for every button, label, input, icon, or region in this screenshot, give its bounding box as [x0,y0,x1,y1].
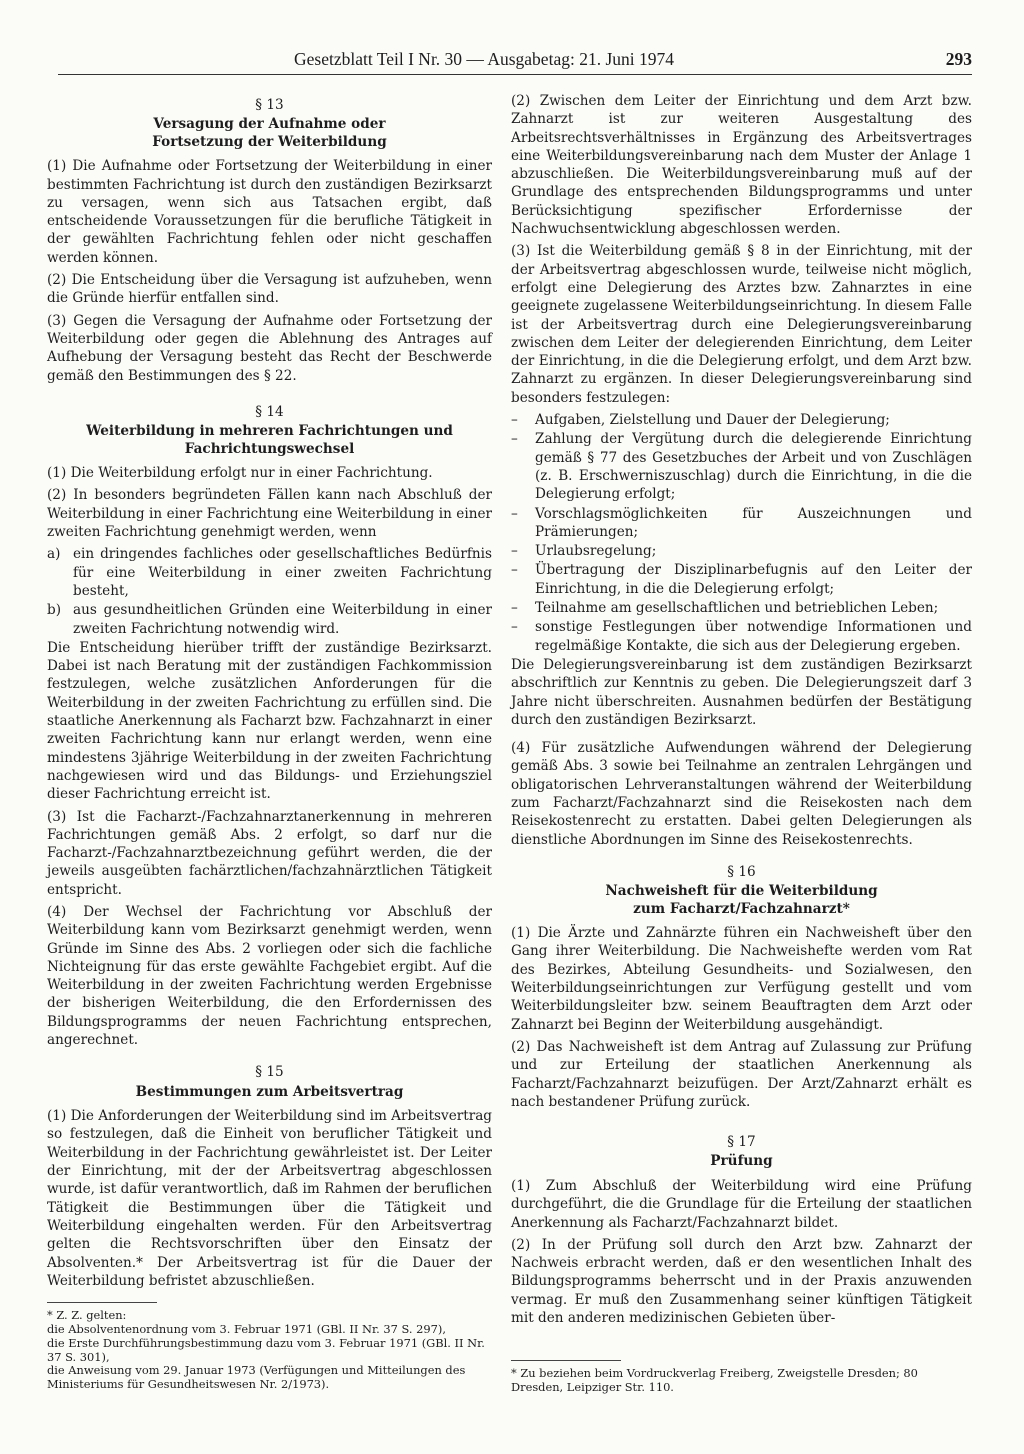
section-16-number: § 16 [727,863,756,880]
section-15-number: § 15 [255,1064,284,1081]
dash-marker: – [511,543,518,560]
section-14-title-line-2: Fachrichtungswechsel [184,440,355,457]
footnote-left-line-1: die Absolventenordnung vom 3. Februar 1971 (GBl. II Nr. 37 S. 297), [47,1321,446,1336]
section-13-para-2: (2) Die Entscheidung über die Versagung ist aufzuheben, wenn die Gründe hierfür entfallen sind. [47,272,492,307]
delegation-list-item-text: Aufgaben, Zielstellung und Dauer der Delegierung; [535,412,890,429]
item-a-marker: a) [47,546,61,563]
footnote-left-line-2: die Erste Durchführungsbestimmung dazu vom 3. Februar 1971 (GBl. II Nr. 37 S. 301), [47,1335,485,1364]
section-14-para-2b: Die Entscheidung hierüber trifft der zuständige Bezirksarzt. Dabei ist nach Beratung mit der zuständigen Fachkommission festzulegen, welche zusätzlichen Anforderungen für die Weiterbildung in der zweiten Fachrichtung zu erfüllen sind. Die staatliche Anerkennung als Facharzt bzw. Fachzahnarzt in einer zweiten Fachrichtung kann nur erlangt werden, wenn eine mindestens 3jährige Weiterbildung in der zweiten Fachrichtung nachgewiesen wird und das Bildungs- und Erziehungsziel dieser Fachrichtung erreicht ist. [47,639,492,803]
section-17-title: Prüfung [710,1153,773,1170]
section-16-para-2: (2) Das Nachweisheft ist dem Antrag auf Zulassung zur Prüfung und zur Erteilung der staatlichen Anerkennung als Facharzt/Fachzahnarzt beizufügen. Der Arzt/Zahnarzt erhält es nach bestandener Prüfung zurück. [511,1038,972,1110]
delegation-list-item-text: Urlaubsregelung; [535,543,657,560]
section-16-title [511,883,972,918]
dash-marker: – [511,505,518,522]
section-14-number: § 14 [255,403,284,420]
section-13-title-line-1: Versagung der Aufnahme oder [153,116,386,133]
section-14-title-line-1: Weiterbildung in mehreren Fachrichtungen und [86,423,453,440]
delegation-list-item [511,599,972,617]
section-15-para-2: (2) Zwischen dem Leiter der Einrichtung und dem Arzt bzw. Zahnarzt ist zur weiteren Ausgestaltung des Arbeitsrechtsverhältnisses in Ergänzung des Arbeitsvertrages eine Weiterbildungsvereinbarung nach dem Muster der Anlage 1 abzuschließen. Die Weiterbildungsvereinbarung muß auf der Grundlage des entsprechenden Bildungsprogramms und unter Berücksichtigung spezifischer Erfordernisse der Nachwuchsentwicklung abgeschlossen werden. [511,93,972,238]
section-14-item-b [47,601,492,638]
footnote-right-text: * Zu beziehen beim Vordruckverlag Freiberg, Zweigstelle Dresden; 80 Dresden, Leipziger Str. 110. [511,1366,918,1394]
section-14-para-3: (3) Ist die Facharzt-/Fachzahnarztanerkennung in mehreren Fachrichtungen gemäß Abs. 2 erfolgt, so darf nur die Facharzt-/Fachzahnarztbezeichnung geführt werden, die der jeweils ausgeübten fachärztlichen/fachzahnärztlichen Tätigkeit entspricht. [47,808,492,898]
dash-marker: – [511,600,518,617]
section-15-para-1: (1) Die Anforderungen der Weiterbildung sind im Arbeitsvertrag so festzulegen, daß die Einheit von beruflicher Tätigkeit und Weiterbildung in der Fachrichtung gewährleistet ist. Der Leiter der Einrichtung, mit der der Arbeitsvertrag abgeschlossen wurde, ist dafür verantwortlich, daß im Rahmen der beruflichen Tätigkeit die Bestimmungen über die Tätigkeit und Weiterbildung eingehalten werden. Für den Arbeitsvertrag gelten die Rechtsvorschriften über den Einsatz der Absolventen.* Der Arbeitsvertrag ist für die Dauer der Weiterbildung befristet abzuschließen. [47,1108,493,1289]
section-13-para-3: (3) Gegen die Versagung der Aufnahme oder Fortsetzung der Weiterbildung oder gegen die Ablehnung des Antrages auf Aufhebung der Versagung besteht das Recht der Beschwerde gemäß den Bestimmungen des § 22. [47,312,492,384]
footnote-left-line-3: die Anweisung vom 29. Januar 1973 (Verfügungen und Mitteilungen des Ministeriums für Gesundheitswesen Nr. 2/1973). [47,1363,466,1392]
page-number: 293 [945,49,972,69]
footnote-left [47,1309,492,1392]
header-rule [58,74,972,75]
section-13-number: § 13 [255,97,284,113]
delegation-list-item [511,411,972,429]
delegation-list-item [511,618,972,655]
delegation-list-item [511,505,972,542]
section-14-item-a [47,545,492,600]
section-17-number: § 17 [727,1134,756,1151]
section-16-para-1: (1) Die Ärzte und Zahnärzte führen ein Nachweisheft über den Gang ihrer Weiterbildung. Die Nachweishefte werden vom Rat des Bezirkes, Abteilung Gesundheits- und Sozialwesen, den Weiterbildungseinrichtungen zur Verfügung gestellt und vom Weiterbildungsleiter bzw. seinem Beauftragten dem Arzt oder Zahnarzt bei Beginn der Weiterbildung ausgehändigt. [511,925,972,1033]
section-17-para-1: (1) Zum Abschluß der Weiterbildung wird eine Prüfung durchgeführt, die die Grundlage für die Erteilung der staatlichen Anerkennung als Facharzt/Fachzahnarzt bildet. [511,1177,972,1231]
section-14-para-2: (2) In besonders begründeten Fällen kann nach Abschluß der Weiterbildung in einer Fachrichtung eine Weiterbildung in einer zweiten Fachrichtung genehmigt werden, wenn [47,487,492,541]
dash-marker: – [511,619,518,636]
right-column [511,92,972,1331]
dash-marker: – [511,412,518,429]
delegation-list-item [511,542,972,560]
section-14-para-1: (1) Die Weiterbildung erfolgt nur in einer Fachrichtung. [47,465,433,482]
section-15-para-3: (3) Ist die Weiterbildung gemäß § 8 in der Einrichtung, mit der der Arbeitsvertrag abgeschlossen wurde, teilweise nicht möglich, erfolgt eine Delegierung des Arztes bzw. Zahnarztes in eine geeignete zugelassene Weiterbildungseinrichtung. In diesem Falle ist der Arbeitsvertrag durch eine Delegierungsvereinbarung zwischen dem Leiter der delegierenden Einrichtung, dem Leiter der Einrichtung, in die die Delegierung erfolgt, und dem Arzt bzw. Zahnarzt zu ergänzen. In dieser Delegierungsvereinbarung sind besonders festzulegen: [511,243,972,406]
header-title: Gesetzblatt Teil I Nr. 30 — Ausgabetag: 21. Juni 1974 [294,49,674,69]
section-14-para-4: (4) Der Wechsel der Fachrichtung vor Abschluß der Weiterbildung kann vom Bezirksarzt genehmigt werden, wenn Gründe im Sinne des Abs. 2 vorliegen oder sich die fachliche Nichteignung für das erste gewählte Fachgebiet ergibt. Auf die Weiterbildung in der zweiten Fachrichtung werden Ergebnisse der bisherigen Weiterbildung, die den Erfordernissen des Bildungsprogramms der neuen Fachrichtung entsprechen, angerechnet. [47,903,492,1049]
item-a-text: ein dringendes fachliches oder gesellschaftliches Bedürfnis für eine Weiterbildung in einer zweiten Fachrichtung besteht, [73,546,492,599]
footnote-left-line-0: * Z. Z. gelten: [47,1308,127,1323]
delegation-list-item-text: Teilnahme am gesellschaftlichen und betrieblichen Leben; [535,600,939,617]
item-b-text: aus gesundheitlichen Gründen eine Weiterbildung in einer zweiten Fachrichtung notwendig wird. [73,602,492,637]
section-15-para-3b: Die Delegierungsvereinbarung ist dem zuständigen Bezirksarzt abschriftlich zur Kenntnis zu geben. Die Delegierungszeit darf 3 Jahre nicht überschreiten. Ausnahmen bedürfen der Bestätigung durch den zuständigen Bezirksarzt. [511,656,972,728]
section-17-para-2: (2) In der Prüfung soll durch den Arzt bzw. Zahnarzt der Nachweis erbracht werden, daß er den wesentlichen Inhalt des Bildungsprogramms beherrscht und in der Praxis anzuwenden vermag. Er muß den Zusammenhang seiner künftigen Tätigkeit mit den anderen medizinischen Gebieten über- [511,1236,972,1327]
section-16-title-line-1: Nachweisheft für die Weiterbildung [605,883,878,900]
footnote-right [511,1360,972,1395]
delegation-list [511,411,972,655]
section-14-title [47,423,492,458]
item-b-marker: b) [47,602,62,619]
section-13-title [47,116,492,151]
left-column [47,90,492,1392]
delegation-list-item [511,430,972,503]
dash-marker: – [511,562,518,579]
delegation-list-item-text: Zahlung der Vergütung durch die delegierende Einrichtung gemäß § 77 des Gesetzbuches der Arbeit und von Zuschlägen (z. B. Erschwerniszuschlag) durch die Einrichtung, in die die Delegierung erfolgt; [535,431,972,503]
delegation-list-item-text: Übertragung der Disziplinarbefugnis auf den Leiter der Einrichtung, in die die Delegierung erfolgt; [535,562,972,597]
page-header [58,49,972,75]
dash-marker: – [511,431,518,448]
delegation-list-item [511,561,972,598]
footnote-rule [47,1302,157,1303]
section-15-para-4: (4) Für zusätzliche Aufwendungen während der Delegierung gemäß Abs. 3 sowie bei Teilnahme an zentralen Lehrgängen und obligatorischen Lehrveranstaltungen während der Weiterbildung zum Facharzt/Fachzahnarzt sind die Reisekosten nach dem Reisekostenrecht zu erstatten. Dabei gelten Delegierungen als dienstliche Abordnungen im Sinne des Reisekostenrechts. [511,740,972,848]
section-16-title-line-2: zum Facharzt/Fachzahnarzt* [633,900,850,917]
section-13-para-1: (1) Die Aufnahme oder Fortsetzung der Weiterbildung in einer bestimmten Fachrichtung ist durch den zuständigen Bezirksarzt zu versagen, wenn sich aus Tatsachen ergibt, daß entscheidende Voraussetzungen für die berufliche Tätigkeit in der gewählten Fachrichtung fehlen oder nicht geschaffen werden können. [47,158,492,266]
section-15-title: Bestimmungen zum Arbeitsvertrag [135,1083,404,1100]
footnote-right-rule [511,1360,621,1361]
section-13-title-line-2: Fortsetzung der Weiterbildung [152,133,387,150]
delegation-list-item-text: Vorschlagsmöglichkeiten für Auszeichnungen und Prämierungen; [535,505,972,540]
delegation-list-item-text: sonstige Festlegungen über notwendige Informationen und regelmäßige Kontakte, die sich aus der Delegierung ergeben. [535,619,972,654]
